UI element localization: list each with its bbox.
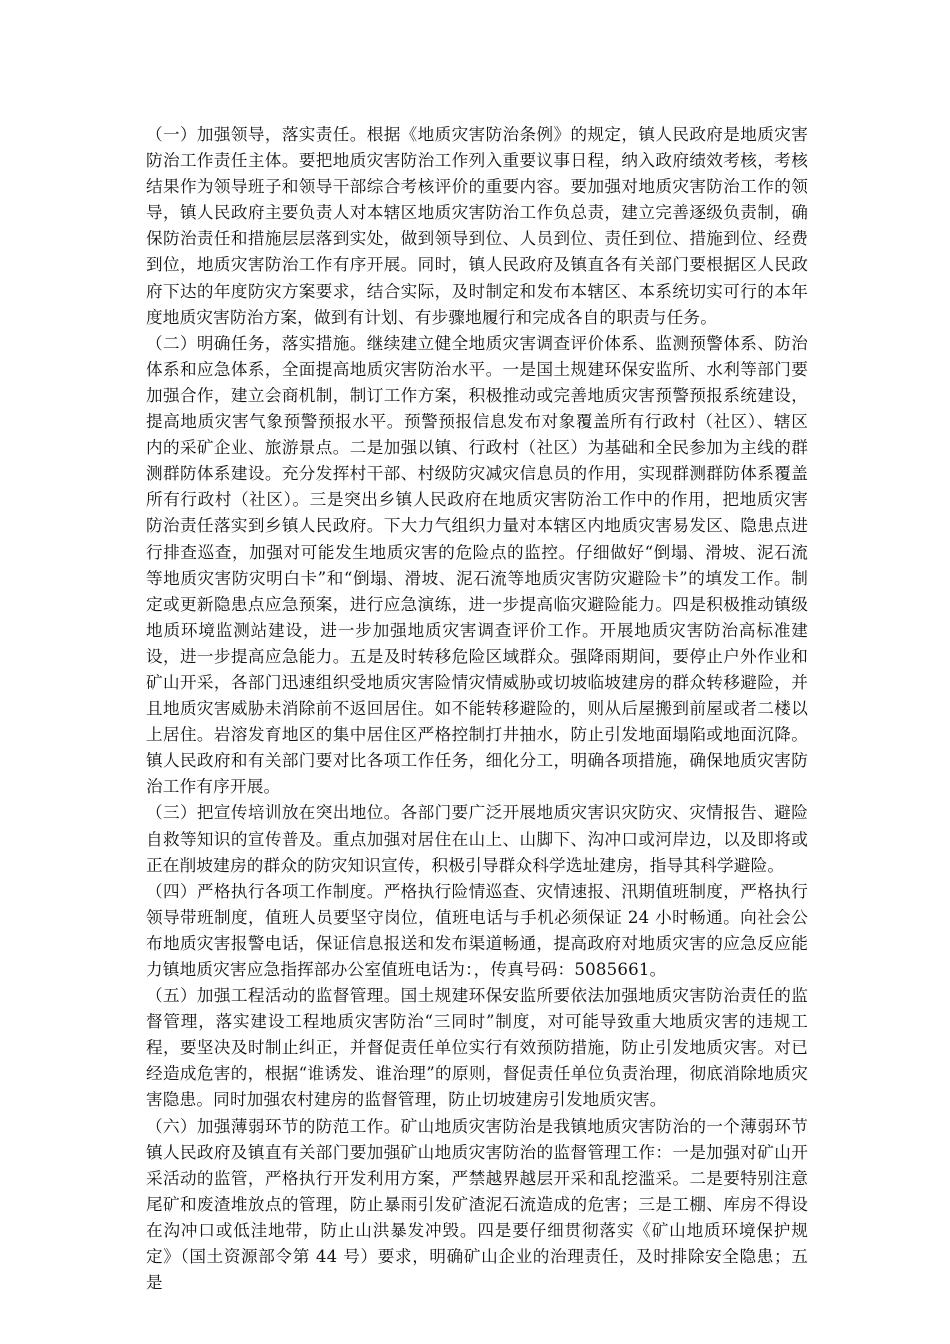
paragraph-weak-links: （六）加强薄弱环节的防范工作。矿山地质灾害防治是我镇地质灾害防治的一个薄弱环节镇人民政府及镇直有关部门要加强矿山地质灾害防治的监督管理工作：一是加强对矿山开采活动的监管，严格执行开发利用方案，严禁越界越层开采和乱挖滥采。二是要特别注意尾矿和废渣堆放点的管理，防止暴雨引发矿渣泥石流造成的危害；三是工棚、库房不得设在沟冲口或低洼地带，防止山洪暴发冲毁。四是要仔细贯彻落实《矿山地质环境保护规定》（国土资源部令第 44 号）要求，明确矿山企业的治理责任，及时排除安全隐患；五是	[146, 1116, 808, 1293]
paragraph-leadership: （一）加强领导，落实责任。根据《地质灾害防治条例》的规定，镇人民政府是地质灾害防治工作责任主体。要把地质灾害防治工作列入重要议事日程，纳入政府绩效考核，考核结果作为领导班子和领导干部综合考核评价的重要内容。要加强对地质灾害防治工作的领导，镇人民政府主要负责人对本辖区地质灾害防治工作负总责，建立完善逐级负责制，确保防治责任和措施层层落到实处，做到领导到位、人员到位、责任到位、措施到位、经费到位，地质灾害防治工作有序开展。同时，镇人民政府及镇直各有关部门要根据区人民政府下达的年度防灾方案要求，结合实际，及时制定和发布本辖区、本系统切实可行的本年度地质灾害防治方案，做到有计划、有步骤地履行和完成各自的职责与任务。	[146, 125, 808, 327]
paragraph-tasks-measures: （二）明确任务，落实措施。继续建立健全地质灾害调查评价体系、监测预警体系、防治体系和应急体系，全面提高地质灾害防治水平。一是国土规建环保安监所、水利等部门要加强合作，建立会商机制，制订工作方案，积极推动或完善地质灾害预警预报系统建设，提高地质灾害气象预警预报水平。预警预报信息发布对象覆盖所有行政村（社区）、辖区内的采矿企业、旅游景点。二是加强以镇、行政村（社区）为基础和全民参加为主线的群测群防体系建设。充分发挥村干部、村级防灾减灾信息员的作用，实现群测群防体系覆盖所有行政村（社区）。三是突出乡镇人民政府在地质灾害防治工作中的作用，把地质灾害防治责任落实到乡镇人民政府。下大力气组织力量对本辖区内地质灾害易发区、隐患点进行排查巡查，加强对可能发生地质灾害的危险点的监控。仔细做好“倒塌、滑坡、泥石流等地质灾害防灾明白卡”和“倒塌、滑坡、泥石流等地质灾害防灾避险卡”的填发工作。制定或更新隐患点应急预案，进行应急演练，进一步提高临灾避险能力。四是积极推动镇级地质环境监测站建设，进一步加强地质灾害调查评价工作。开展地质灾害防治高标准建设，进一步提高应急能力。五是及时转移危险区域群众。强降雨期间，要停止户外作业和矿山开采，各部门迅速组织受地质灾害险情灾情威胁或切坡临坡建房的群众转移避险，并且地质灾害威胁未消除前不返回居住。如不能转移避险的，则从后屋搬到前屋或者二楼以上居住。岩溶发育地区的集中居住区严格控制打井抽水，防止引发地面塌陷或地面沉降。镇人民政府和有关部门要对比各项工作任务，细化分工，明确各项措施，确保地质灾害防治工作有序开展。	[146, 333, 808, 797]
paragraph-work-systems: （四）严格执行各项工作制度。严格执行险情巡查、灾情速报、汛期值班制度，严格执行领导带班制度，值班人员要坚守岗位，值班电话与手机必须保证 24 小时畅通。向社会公布地质灾害报警电话，保证信息报送和发布渠道畅通，提高政府对地质灾害的应急反应能力镇地质灾害应急指挥部办公室值班电话为：，传真号码：5085661。	[146, 881, 808, 979]
paragraph-publicity-training: （三）把宣传培训放在突出地位。各部门要广泛开展地质灾害识灾防灾、灾情报告、避险自救等知识的宣传普及。重点加强对居住在山上、山脚下、沟冲口或河岸边，以及即将或正在削坡建房的群众的防灾知识宣传，积极引导群众科学选址建房，指导其科学避险。	[146, 803, 808, 875]
paragraph-engineering-supervision: （五）加强工程活动的监督管理。国土规建环保安监所要依法加强地质灾害防治责任的监督管理，落实建设工程地质灾害防治“三同时”制度，对可能导致重大地质灾害的违规工程，要坚决及时制止纠正，并督促责任单位实行有效预防措施，防止引发地质灾害。对已经造成危害的，根据“谁诱发、谁治理”的原则，督促责任单位负责治理，彻底消除地质灾害隐患。同时加强农村建房的监督管理，防止切坡建房引发地质灾害。	[146, 986, 808, 1110]
document-body	[146, 122, 808, 1296]
